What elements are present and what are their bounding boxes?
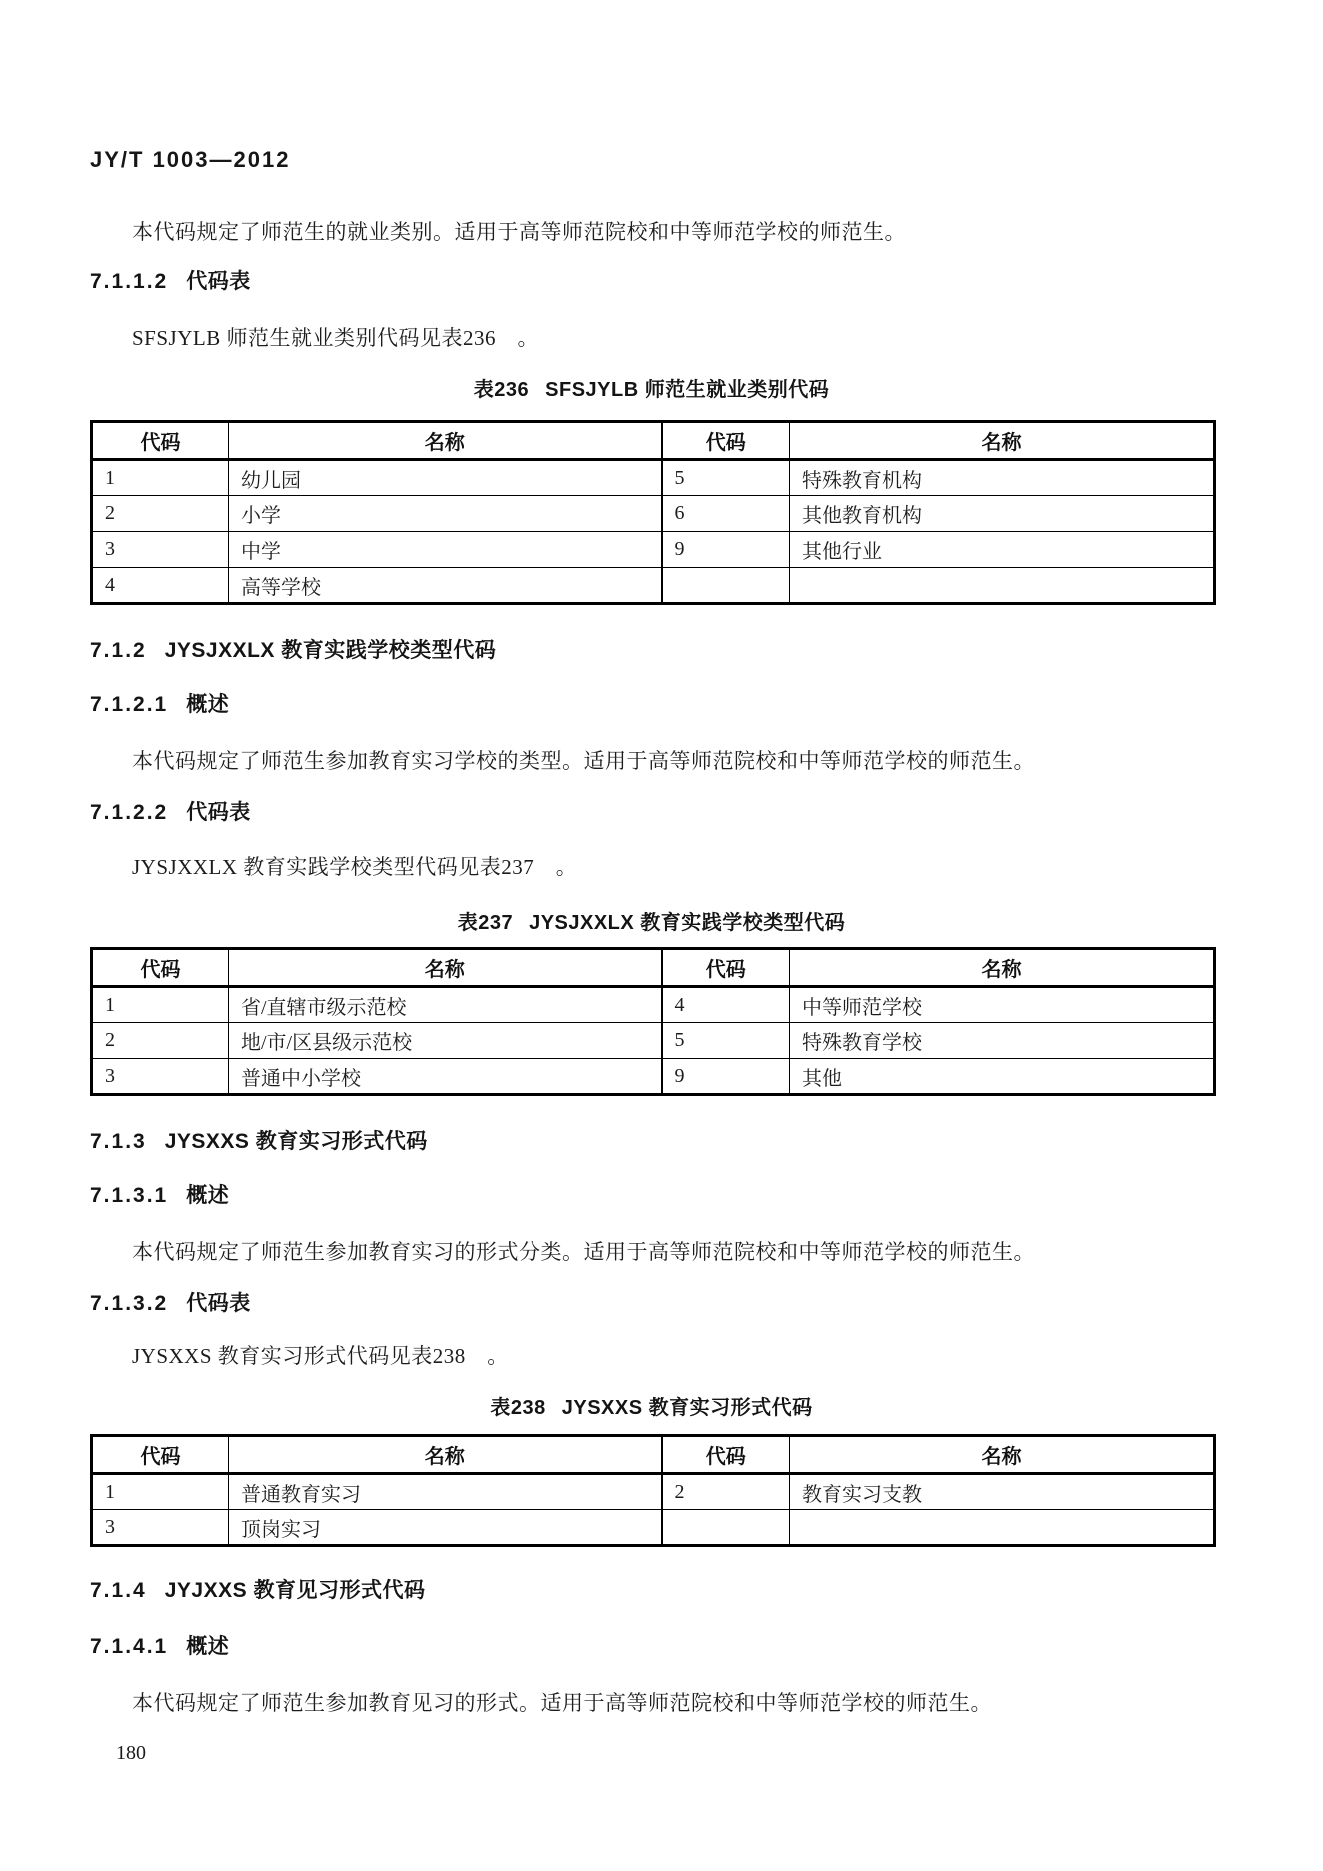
code-cell: 1 — [92, 460, 229, 496]
table-236 — [90, 420, 1216, 605]
code-cell: 4 — [92, 568, 229, 604]
code-cell: 3 — [92, 1059, 229, 1095]
code-cell: 2 — [662, 1474, 790, 1510]
heading-7.1.1.2 — [90, 268, 1213, 296]
col-header-name-right: 名称 — [790, 422, 1215, 460]
heading-number: 7.1.3 — [90, 1130, 147, 1153]
code-cell: 5 — [662, 1023, 790, 1059]
paragraph-scope-7111: 本代码规定了师范生的就业类别。适用于高等师范院校和中等师范学校的师范生。 — [132, 220, 906, 244]
code-cell: 9 — [662, 532, 790, 568]
heading-7.1.4 — [90, 1577, 1213, 1605]
table-row — [92, 568, 1215, 604]
paragraph-see-table-237: JYSJXXLX 教育实践学校类型代码见表237 。 — [132, 855, 578, 879]
heading-title: 概述 — [186, 693, 230, 716]
table-header-row — [92, 422, 1215, 460]
name-cell: 高等学校 — [229, 568, 662, 604]
table-caption-label: 表237 — [457, 912, 514, 934]
code-cell — [662, 568, 790, 604]
paragraph-scope-7121: 本代码规定了师范生参加教育实习学校的类型。适用于高等师范院校和中等师范学校的师范生。 — [132, 749, 1035, 773]
heading-title: 代码表 — [186, 801, 251, 824]
code-cell: 5 — [662, 460, 790, 496]
table-header-row — [92, 949, 1215, 987]
name-cell — [790, 568, 1215, 604]
name-cell: 普通中小学校 — [229, 1059, 662, 1095]
heading-7.1.2.1 — [90, 691, 1213, 719]
name-cell: 省/直辖市级示范校 — [229, 987, 662, 1023]
doc-code: JY/T 1003—2012 — [90, 147, 291, 172]
code-cell: 4 — [662, 987, 790, 1023]
name-cell: 幼儿园 — [229, 460, 662, 496]
heading-title: 代码表 — [186, 270, 251, 293]
code-cell: 3 — [92, 532, 229, 568]
heading-7.1.3.2 — [90, 1290, 1213, 1318]
name-cell: 教育实习支教 — [790, 1474, 1215, 1510]
heading-7.1.2 — [90, 637, 1213, 665]
name-cell: 其他行业 — [790, 532, 1215, 568]
table-row — [92, 532, 1215, 568]
heading-title: JYSJXXLX 教育实践学校类型代码 — [164, 639, 497, 662]
table-238 — [90, 1434, 1216, 1547]
code-cell: 2 — [92, 496, 229, 532]
col-header-name-right: 名称 — [790, 1436, 1215, 1474]
heading-number: 7.1.3.2 — [90, 1292, 169, 1315]
code-cell: 1 — [92, 1474, 229, 1510]
col-header-code-right: 代码 — [662, 949, 790, 987]
name-cell: 顶岗实习 — [229, 1510, 662, 1546]
col-header-name-left: 名称 — [229, 949, 662, 987]
code-cell: 1 — [92, 987, 229, 1023]
table-row — [92, 496, 1215, 532]
col-header-name-right: 名称 — [790, 949, 1215, 987]
heading-number: 7.1.4.1 — [90, 1635, 169, 1658]
name-cell: 地/市/区县级示范校 — [229, 1023, 662, 1059]
name-cell: 普通教育实习 — [229, 1474, 662, 1510]
col-header-code-left: 代码 — [92, 1436, 229, 1474]
paragraph-see-table-236: SFSJYLB 师范生就业类别代码见表236 。 — [132, 326, 539, 350]
table-237-caption — [90, 909, 1213, 937]
col-header-name-left: 名称 — [229, 1436, 662, 1474]
table-row — [92, 1059, 1215, 1095]
heading-7.1.3 — [90, 1128, 1213, 1156]
name-cell: 小学 — [229, 496, 662, 532]
heading-number: 7.1.3.1 — [90, 1184, 169, 1207]
name-cell: 中学 — [229, 532, 662, 568]
table-236-caption — [90, 376, 1213, 404]
table-row — [92, 460, 1215, 496]
code-cell: 6 — [662, 496, 790, 532]
heading-number: 7.1.1.2 — [90, 270, 169, 293]
table-caption-title: JYSXXS 教育实习形式代码 — [561, 1397, 813, 1419]
table-caption-label: 表238 — [490, 1397, 546, 1419]
table-row — [92, 987, 1215, 1023]
heading-title: JYJXXS 教育见习形式代码 — [164, 1579, 426, 1602]
col-header-code-left: 代码 — [92, 949, 229, 987]
name-cell: 中等师范学校 — [790, 987, 1215, 1023]
col-header-code-right: 代码 — [662, 1436, 790, 1474]
table-row — [92, 1023, 1215, 1059]
name-cell: 特殊教育机构 — [790, 460, 1215, 496]
code-cell: 9 — [662, 1059, 790, 1095]
col-header-name-left: 名称 — [229, 422, 662, 460]
table-caption-title: JYSJXXLX 教育实践学校类型代码 — [529, 912, 846, 934]
paragraph-scope-7131: 本代码规定了师范生参加教育实习的形式分类。适用于高等师范院校和中等师范学校的师范生。 — [132, 1240, 1035, 1264]
heading-title: 概述 — [186, 1635, 230, 1658]
heading-7.1.2.2 — [90, 799, 1213, 827]
col-header-code-right: 代码 — [662, 422, 790, 460]
paragraph-scope-7141: 本代码规定了师范生参加教育见习的形式。适用于高等师范院校和中等师范学校的师范生。 — [132, 1691, 992, 1715]
table-header-row — [92, 1436, 1215, 1474]
heading-number: 7.1.2 — [90, 639, 147, 662]
heading-7.1.4.1 — [90, 1633, 1213, 1661]
heading-number: 7.1.4 — [90, 1579, 147, 1602]
table-237 — [90, 947, 1216, 1096]
code-cell: 2 — [92, 1023, 229, 1059]
table-row — [92, 1510, 1215, 1546]
page-number: 180 — [116, 1742, 146, 1764]
heading-title: JYSXXS 教育实习形式代码 — [164, 1130, 428, 1153]
code-cell — [662, 1510, 790, 1546]
name-cell: 其他教育机构 — [790, 496, 1215, 532]
heading-number: 7.1.2.2 — [90, 801, 169, 824]
table-238-caption — [90, 1394, 1213, 1422]
heading-number: 7.1.2.1 — [90, 693, 169, 716]
table-caption-title: SFSJYLB 师范生就业类别代码 — [545, 379, 830, 401]
name-cell: 特殊教育学校 — [790, 1023, 1215, 1059]
table-row — [92, 1474, 1215, 1510]
heading-title: 概述 — [186, 1184, 230, 1207]
paragraph-see-table-238: JYSXXS 教育实习形式代码见表238 。 — [132, 1344, 509, 1368]
name-cell: 其他 — [790, 1059, 1215, 1095]
name-cell — [790, 1510, 1215, 1546]
col-header-code-left: 代码 — [92, 422, 229, 460]
heading-7.1.3.1 — [90, 1182, 1213, 1210]
table-caption-label: 表236 — [473, 379, 530, 401]
heading-title: 代码表 — [186, 1292, 251, 1315]
code-cell: 3 — [92, 1510, 229, 1546]
